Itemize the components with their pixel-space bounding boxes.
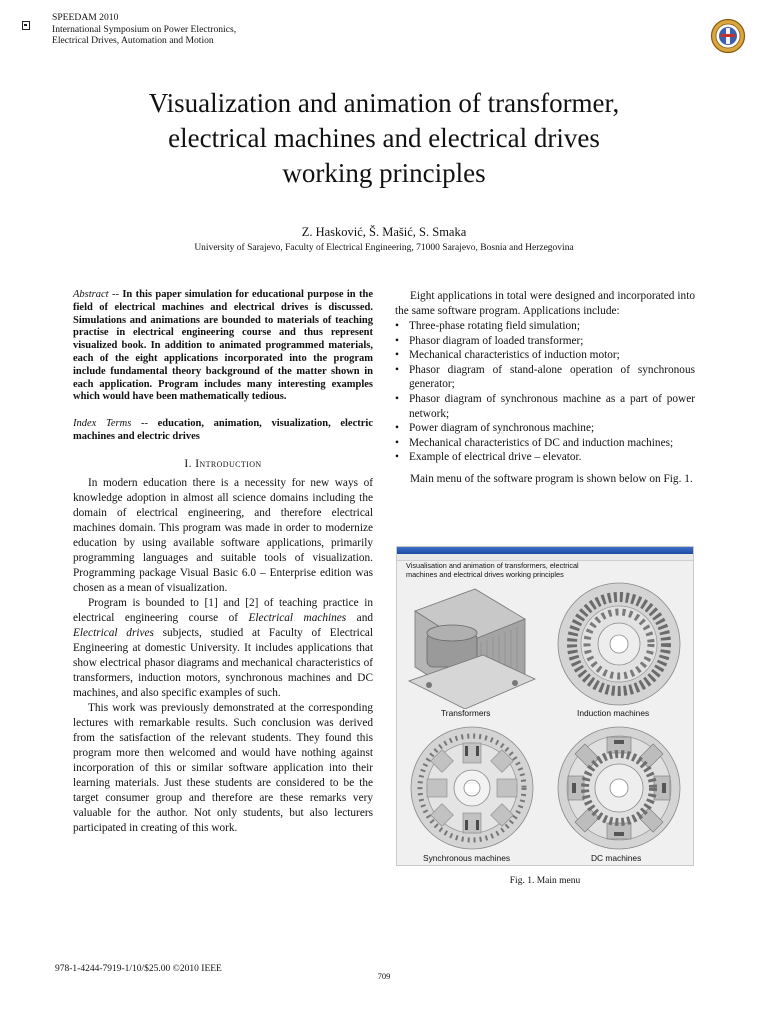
- synchronous-machines-label[interactable]: Synchronous machines: [423, 853, 511, 863]
- copyright-footer: 978-1-4244-7919-1/10/$25.00 ©2010 IEEE: [55, 964, 222, 974]
- induction-machine-icon[interactable]: [552, 580, 687, 708]
- intro-p2-c: subjects, studied at Faculty of Electrical Engineering at domestic University. It includes applications that show electrical phasor diagrams and mechanical characteristics of transformers, induction motors, synchronous machines and DC machines, and also specific examples of such.: [73, 626, 373, 699]
- page-number: 709: [377, 971, 391, 981]
- section-title: Introduction: [195, 457, 262, 470]
- list-item: • Mechanical characteristics of DC and induction machines;: [395, 436, 695, 451]
- abstract: [73, 289, 373, 404]
- left-column: [73, 289, 373, 836]
- conference-name: SPEEDAM 2010: [52, 12, 119, 23]
- applications-list: [395, 319, 695, 465]
- title-line-3: working principles: [282, 158, 486, 188]
- right-column: [395, 289, 695, 487]
- list-item: • Phasor diagram of stand-alone operation of synchronous generator;: [395, 363, 695, 392]
- abstract-sep: --: [108, 289, 123, 300]
- list-item: • Phasor diagram of synchronous machine as a part of power network;: [395, 392, 695, 421]
- intro-p2-b: and: [346, 611, 373, 624]
- transformers-label[interactable]: Transformers: [441, 708, 491, 718]
- intro-paragraph-2: [73, 596, 373, 701]
- index-terms: [73, 418, 373, 444]
- main-menu-paragraph: Main menu of the software program is shown below on Fig. 1.: [410, 472, 693, 485]
- applications-intro: Eight applications in total were designed and incorporated into the same software program. Applications include:: [395, 290, 695, 317]
- list-item: • Mechanical characteristics of induction motor;: [395, 348, 695, 363]
- intro-p2-em1: Electrical machines: [248, 611, 347, 624]
- index-terms-sep: --: [131, 418, 158, 430]
- list-item: • Three-phase rotating field simulation;: [395, 319, 695, 334]
- title-line-2: electrical machines and electrical drives: [168, 123, 600, 153]
- intro-p2-a: Program is bounded to [1] and [2] of teaching practice in electrical engineering course of: [73, 596, 373, 624]
- authors: Z. Hasković, Š. Mašić, S. Smaka: [301, 225, 467, 239]
- list-item: • Phasor diagram of loaded transformer;: [395, 334, 695, 349]
- main-menu-figure: [396, 546, 694, 866]
- conference-subtitle-2: Electrical Drives, Automation and Motion: [52, 35, 214, 46]
- dc-machines-label[interactable]: DC machines: [591, 853, 642, 863]
- transformer-icon[interactable]: [405, 581, 540, 709]
- paper-title: [60, 86, 708, 191]
- intro-paragraph-1: In modern education there is a necessity for new ways of knowledge adoption in almost all science domains including the domain of electrical engineering, and therefore electrical machines domain. This program was made in order to modernize education by using available software applications, primarily programming languages and suitable tools of visualization. Programming package Visual Basic 6.0 – Enterprise edition was chosen as a mean of visualization.: [73, 476, 373, 594]
- figure-heading-line-1: Visualisation and animation of transformers, electrical: [406, 561, 579, 570]
- induction-machines-label[interactable]: Induction machines: [577, 708, 650, 718]
- section-heading: [73, 458, 373, 470]
- index-terms-text: education, animation, visualization, electric machines and electric drives: [73, 418, 373, 442]
- section-number: I.: [184, 457, 192, 470]
- figure-heading: [406, 562, 606, 579]
- intro-p2-em2: Electrical drives: [73, 626, 154, 639]
- window-menubar: [397, 554, 693, 561]
- university-seal-icon: [710, 18, 746, 54]
- abstract-label: Abstract: [73, 289, 109, 300]
- list-item: • Example of electrical drive – elevator.: [395, 450, 695, 465]
- title-line-1: Visualization and animation of transformer,: [148, 88, 620, 118]
- conference-logo-icon: [22, 21, 30, 30]
- intro-paragraph-3: This work was previously demonstrated at the corresponding lectures with remarkable results. Such conclusion was derived from the satisfaction of the relevant students. They found this program more then welcomed and would have nothing against incorporation of this or similar software application into their learning materials. Just these students are considered to be the target consumer group and therefore are these remarks very valuable for the author. Not only students, but also lecturers participated in creating of this work.: [73, 701, 373, 834]
- dc-machine-icon[interactable]: [552, 724, 687, 852]
- list-item: • Power diagram of synchronous machine;: [395, 421, 695, 436]
- abstract-text: In this paper simulation for educational purpose in the field of electrical machines and electrical drives is discussed. Simulations and animations are bounded to materials of teaching practise in electrical engineering course and thus represent visualized book. In addition to animated programmed materials, each of the eight applications incorporated into the program include fundamental theory background of the matter shown in each application. Program includes many interesting examples which would have been mathematically tedious.: [73, 289, 373, 403]
- conference-subtitle-1: International Symposium on Power Electronics,: [52, 23, 237, 35]
- conference-header: [52, 12, 236, 47]
- synchronous-machine-icon[interactable]: [405, 724, 540, 852]
- window-titlebar: [397, 547, 693, 554]
- index-terms-label: Index Terms: [73, 418, 132, 430]
- affiliation: University of Sarajevo, Faculty of Electrical Engineering, 71000 Sarajevo, Bosnia and Herzegovina: [194, 243, 574, 253]
- figure-caption: Fig. 1. Main menu: [509, 876, 581, 886]
- figure-heading-line-2: machines and electrical drives working principles: [406, 569, 564, 579]
